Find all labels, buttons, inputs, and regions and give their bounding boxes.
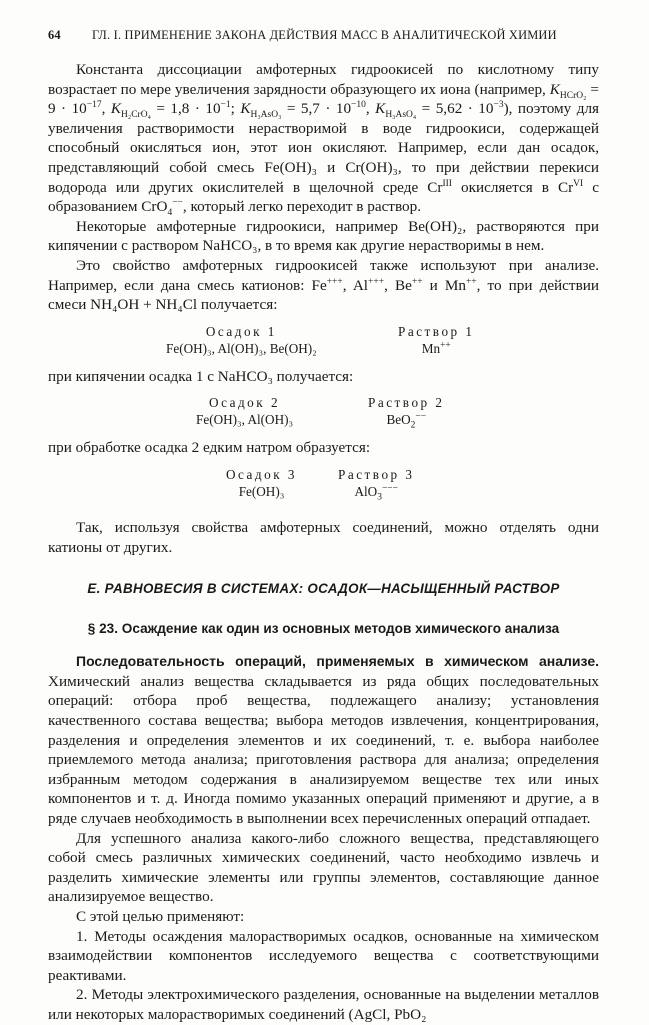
- paragraph-purpose: С этой целью применяют:: [76, 908, 245, 925]
- precipitate-2-caption: Осадок 2: [209, 395, 281, 411]
- page-number: 64: [48, 28, 61, 42]
- paragraph-conclusion: Так, используя свойства амфотерных соединений, можно отделять одни катионы от других.: [48, 518, 599, 556]
- paragraph-complex-analysis: Для успешного анализа какого-либо сложного вещества, представляющего собой смесь различных химических соединений, часто необходимо извлечь и разделить химические элементы или группы элементов, составляющие данное анализируемое вещество.: [48, 829, 599, 906]
- solution-1-content: Mn++: [421, 340, 451, 356]
- line-after-scheme-1: при кипячении осадка 1 с NaHCO₃ получается:: [48, 367, 354, 385]
- section-heading-23: § 23. Осаждение как один из основных методов химического анализа: [87, 620, 560, 636]
- solution-3-content: AlO$_3$−−−: [354, 483, 399, 503]
- solution-3: [338, 466, 415, 503]
- precipitate-3-content: Fe(OH)₃: [238, 483, 285, 499]
- separation-scheme-3: [48, 462, 599, 506]
- precipitate-1-content: Fe(OH)₃, Al(OH)₃, Be(OH)₂: [166, 340, 317, 356]
- line-after-scheme-2: при обработке осадка 2 едким натром образуется:: [48, 439, 371, 457]
- running-title: ГЛ. I. ПРИМЕНЕНИЕ ЗАКОНА ДЕЙСТВИЯ МАСС В АНАЛИТИЧЕСКОЙ ХИМИИ: [92, 28, 557, 42]
- precipitate-2-content: Fe(OH)₃, Al(OH)₃: [196, 412, 294, 428]
- solution-1: [398, 323, 475, 357]
- list-item-2: 2. Методы электрохимического разделения, основанные на выделении металлов или некоторых малорастворимых соединений (AgCl, PbO₂: [48, 986, 599, 1023]
- section-heading-e: Е. РАВНОВЕСИЯ В СИСТЕМАХ: ОСАДОК—НАСЫЩЕННЫЙ РАСТВОР: [87, 581, 560, 597]
- precipitate-2: [196, 394, 293, 428]
- running-header: [48, 26, 599, 46]
- precipitate-1: [166, 323, 317, 357]
- separation-scheme-2: [48, 390, 599, 434]
- solution-3-caption: Раствор 3: [338, 466, 415, 482]
- paragraph-be-hydroxide: Некоторые амфотерные гидроокиси, например Be(OH)₂, растворяются при кипячении с раствором NaHCO₃, в то время как другие нерастворимы в нем.: [48, 217, 599, 255]
- solution-2: [368, 394, 445, 431]
- page-body: [48, 60, 599, 1025]
- separation-scheme-1: [48, 319, 599, 363]
- paragraph-cation-mixture: Это свойство амфотерных гидроокисей также используют при анализе. Например, если дана смесь катионов: Fe+++, Al+++, Be++ и Mn++, то при действии смеси NH₄OH + NH₄Cl получается:: [48, 256, 599, 314]
- solution-2-content: BeO$_2$−−: [386, 411, 427, 431]
- runin-heading: Последовательность операций, применяемых в химическом анализе.: [76, 653, 599, 670]
- precipitate-3: [226, 466, 297, 500]
- solution-1-caption: Раствор 1: [398, 323, 475, 339]
- precipitate-3-caption: Осадок 3: [226, 466, 297, 482]
- paragraph-amphoteric-constants: Константа диссоциации амфотерных гидроокисей по кислотному типу возрастает по мере увеличения зарядности образующего их иона (например, $K_{HCrO_2} = 9 \cdot 10^{-17}$, $K_{H_2CrO_4} = 1,8 \cdot 10^{-1}$; $K_{H_3AsO_3} = 5,7 \cdot 10^{-10}$, $K_{H_3AsO_4} = 5,62 \cdot 10^{-3}$), поэтому для увеличения растворимости нерастворимой в воде гидроокиси, содержащей способный окисляться ион, этот ион окисляют. Например, если дан осадок, представляющий собой смесь Fe(OH)₃ и Cr(OH)₃, то при действии перекиси водорода или других окислителей в щелочной среде $Cr^{III}$ окисляется в $Cr^{VI}$ с образованием CrO$_4$−−, который легко переходит в раствор.: [48, 61, 600, 219]
- solution-2-caption: Раствор 2: [368, 395, 445, 411]
- paragraph-operations: Последовательность операций, применяемых в химическом анализе. Химический анализ вещества складывается из ряда общих последовательных операций: отбора проб вещества, подлежащего анализу; установления качественного состава вещества; выбора методов извлечения, концентрирования, разделения и определения элементов и их соединений, т. е. выбора наиболее приемлемого метода анализа; приготовления раствора для анализа; определения избранным методом содержания в анализируемом веществе тех или иных компонентов и т. д. Иногда помимо указанных операций применяют и другие, а в ряде случаев необходимость в выполнении всех перечисленных операций отпадает.: [48, 653, 599, 828]
- list-item-1: 1. Методы осаждения малорастворимых осадков, основанные на химическом взаимодействии компонентов исследуемого вещества с соответствующими реактивами.: [48, 927, 599, 984]
- precipitate-1-caption: Осадок 1: [205, 323, 277, 339]
